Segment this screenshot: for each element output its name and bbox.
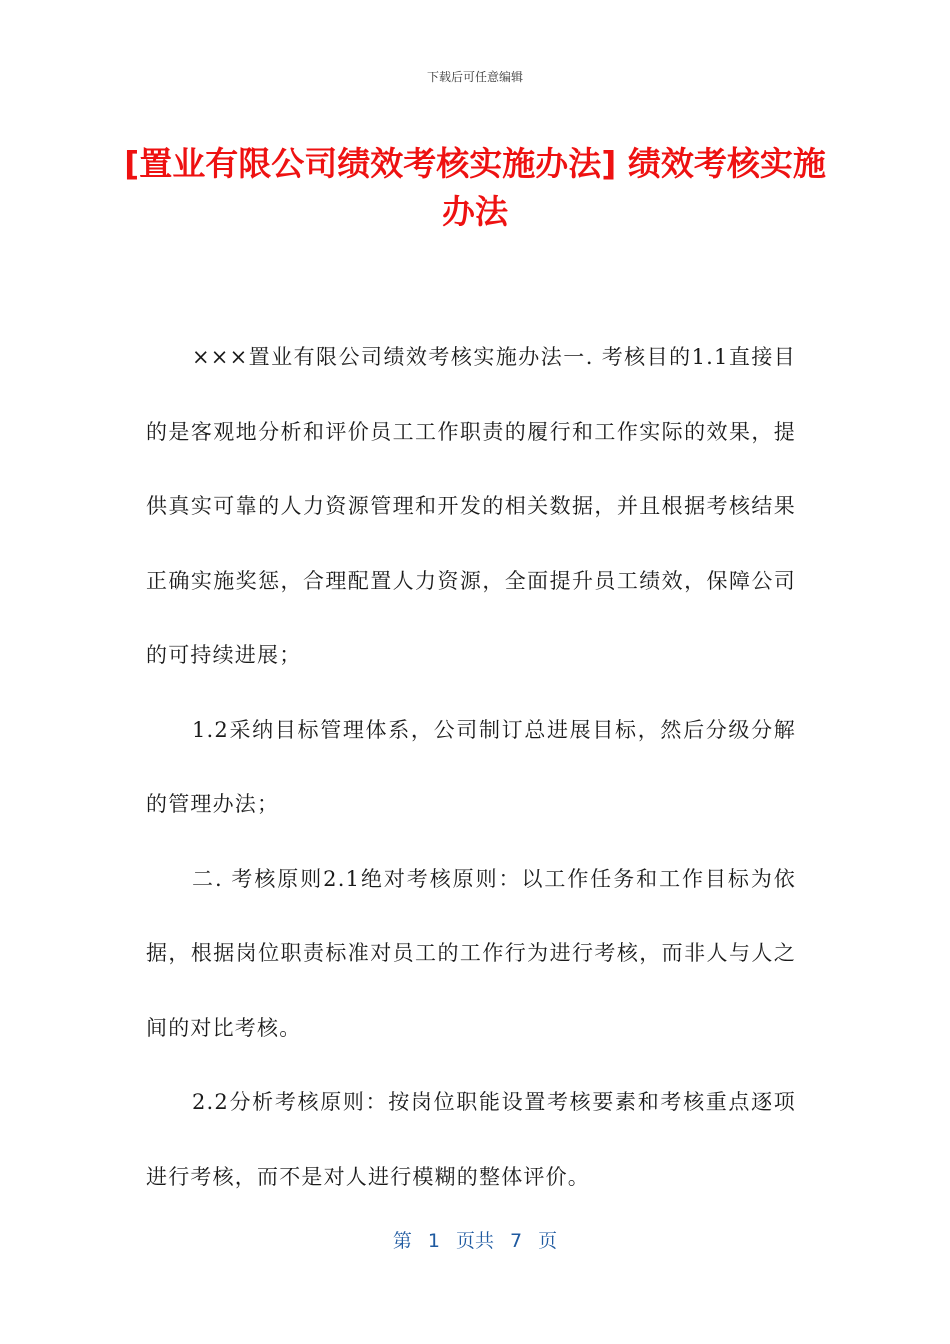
- paragraph-3: 二. 考核原则2.1绝对考核原则：以工作任务和工作目标为依据，根据岗位职责标准对员工的工作行为进行考核，而非人与人之间的对比考核。: [146, 866, 796, 1040]
- page-current: 1: [427, 1230, 440, 1252]
- page-number-footer: [0, 1226, 950, 1253]
- page-middle: 页共: [455, 1230, 494, 1252]
- page-suffix: 页: [538, 1230, 558, 1252]
- paragraph-4: 2.2分析考核原则：按岗位职能设置考核要素和考核重点逐项进行考核，而不是对人进行模糊的整体评价。: [146, 1090, 796, 1189]
- document-body: [146, 320, 796, 1214]
- page-prefix: 第: [392, 1230, 412, 1252]
- paragraph-1: ×××置业有限公司绩效考核实施办法一. 考核目的1.1直接目的是客观地分析和评价员工工作职责的履行和工作实际的效果，提供真实可靠的人力资源管理和开发的相关数据，并且根据考核结果正确实施奖惩，合理配置人力资源，全面提升员工绩效，保障公司的可持续进展；: [146, 345, 796, 667]
- page-total: 7: [510, 1230, 523, 1252]
- paragraph-2: 1.2采纳目标管理体系，公司制订总进展目标，然后分级分解的管理办法；: [146, 717, 796, 816]
- header-note: 下载后可任意编辑: [426, 70, 523, 84]
- document-title: [置业有限公司绩效考核实施办法] 绩效考核实施办法: [124, 144, 826, 231]
